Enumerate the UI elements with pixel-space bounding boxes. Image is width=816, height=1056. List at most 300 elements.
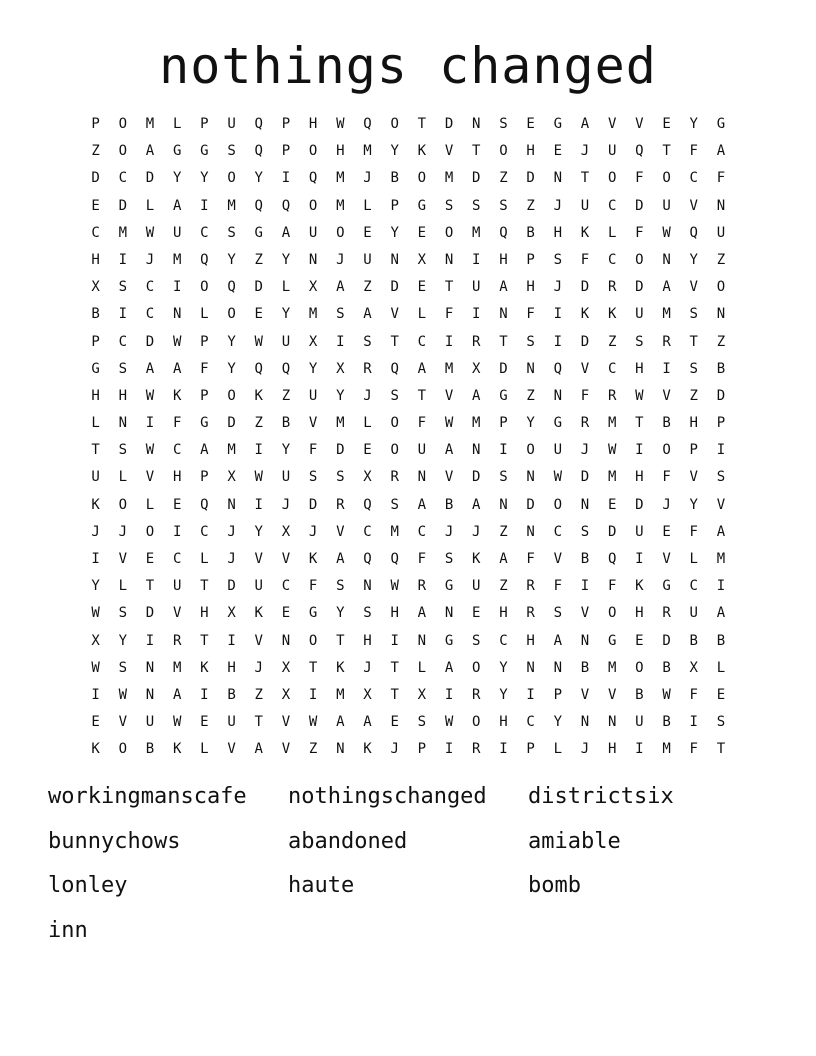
grid-letter: A (363, 306, 372, 323)
grid-letter: L (417, 659, 427, 676)
grid-letter: O (390, 116, 399, 132)
grid-letter: V (227, 741, 236, 758)
grid-letter: H (526, 279, 535, 296)
grid-letter: I (91, 686, 100, 703)
grid-letter: H (390, 605, 399, 622)
grid-letter: B (91, 306, 100, 323)
grid-letter: N (526, 360, 535, 377)
grid-letter: C (417, 523, 427, 540)
grid-letter: I (390, 632, 399, 649)
word-list-item: districtsix (528, 784, 674, 809)
grid-letter: C (499, 632, 508, 649)
grid-letter: A (200, 442, 209, 459)
grid-letter: W (553, 469, 562, 486)
grid-letter: M (145, 116, 155, 132)
word-list-item: bomb (528, 873, 581, 898)
grid-letter: A (254, 741, 263, 758)
grid-letter: A (580, 116, 590, 132)
grid-letter: K (472, 551, 481, 567)
grid-letter: L (716, 659, 726, 676)
grid-letter: V (172, 605, 182, 622)
grid-letter: M (172, 659, 182, 676)
grid-letter: F (526, 551, 535, 567)
grid-letter: H (526, 143, 535, 160)
grid-letter: D (580, 279, 590, 296)
grid-letter: K (254, 605, 263, 622)
grid-letter: S (499, 197, 508, 214)
grid-letter: O (444, 224, 454, 241)
grid-letter: V (308, 415, 318, 432)
grid-letter: E (91, 714, 100, 731)
grid-letter: C (689, 578, 698, 595)
word-list (48, 775, 768, 953)
page-title: nothings changed (159, 37, 657, 95)
grid-letter: N (118, 415, 127, 432)
grid-letter: O (635, 251, 644, 268)
grid-letter: C (281, 578, 291, 595)
grid-letter: Y (689, 116, 698, 132)
grid-letter: U (689, 605, 698, 622)
grid-letter: V (580, 360, 590, 377)
grid-letter: X (336, 360, 345, 377)
grid-letter: U (145, 714, 155, 731)
grid-letter: Q (390, 551, 399, 567)
grid-letter: V (145, 469, 155, 486)
grid-letter: O (118, 741, 127, 758)
grid-letter: E (200, 714, 209, 731)
grid-letter: T (390, 686, 399, 703)
grid-letter: P (689, 442, 698, 459)
grid-letter: V (580, 686, 590, 703)
grid-letter: K (336, 659, 345, 676)
grid-letter: I (336, 333, 345, 350)
grid-letter: N (390, 251, 399, 268)
grid-letter: M (444, 360, 454, 377)
grid-letter: R (417, 578, 427, 595)
grid-letter: Y (689, 496, 698, 513)
grid-letter: T (390, 659, 399, 676)
grid-letter: A (336, 714, 345, 731)
grid-letter: S (580, 523, 590, 540)
grid-letter: T (662, 143, 671, 160)
grid-letter: F (580, 387, 590, 404)
grid-letter: G (308, 605, 318, 622)
grid-letter: J (118, 523, 127, 540)
grid-letter: J (580, 442, 590, 459)
grid-letter: O (118, 143, 127, 160)
grid-letter: Q (254, 116, 263, 132)
grid-letter: P (200, 333, 209, 350)
grid-letter: L (172, 116, 182, 132)
grid-letter: S (689, 306, 698, 323)
grid-letter: K (635, 578, 644, 595)
grid-letter: A (716, 605, 726, 622)
grid-letter: S (118, 659, 127, 676)
grid-letter: A (553, 632, 562, 649)
grid-letter: A (472, 387, 481, 404)
grid-letter: O (308, 143, 318, 160)
grid-letter: M (172, 251, 182, 268)
grid-letter: S (553, 605, 562, 622)
grid-letter: N (662, 251, 671, 268)
grid-letter: S (227, 143, 236, 160)
grid-letter: I (444, 686, 454, 703)
grid-letter: P (200, 116, 209, 132)
grid-letter: H (635, 360, 644, 377)
grid-letter: V (444, 387, 454, 404)
grid-letter: J (145, 251, 155, 268)
grid-letter: B (390, 170, 399, 187)
grid-letter: I (472, 251, 481, 268)
grid-letter: V (281, 551, 291, 567)
grid-letter: P (553, 686, 562, 703)
grid-letter: I (499, 442, 508, 459)
grid-letter: D (227, 415, 236, 432)
grid-letter: D (308, 496, 318, 513)
grid-letter: A (172, 197, 182, 214)
grid-letter: T (336, 632, 345, 649)
grid-letter: Z (254, 686, 263, 703)
grid-letter: M (118, 224, 127, 241)
grid-letter: I (172, 523, 182, 540)
grid-letter: I (444, 333, 454, 350)
grid-letter: Y (227, 360, 236, 377)
grid-letter: T (308, 659, 318, 676)
grid-letter: V (689, 197, 698, 214)
grid-letter: J (336, 251, 345, 268)
grid-letter: R (662, 333, 671, 350)
grid-letter: E (635, 632, 644, 649)
grid-letter: V (689, 469, 698, 486)
grid-letter: X (472, 360, 481, 377)
grid-letter: J (91, 523, 100, 540)
grid-letter: U (281, 333, 291, 350)
grid-letter: M (662, 306, 671, 323)
grid-letter: M (607, 469, 617, 486)
grid-letter: U (635, 714, 644, 731)
grid-letter: N (444, 251, 454, 268)
grid-letter: N (553, 387, 562, 404)
grid-letter: P (281, 143, 291, 160)
grid-letter: N (499, 496, 508, 513)
grid-letter: B (227, 686, 236, 703)
grid-letter: F (308, 442, 318, 459)
grid-letter: U (607, 143, 617, 160)
grid-letter: T (417, 116, 427, 132)
grid-letter: M (472, 224, 481, 241)
grid-letter: Y (499, 659, 508, 676)
grid-letter: Q (281, 197, 291, 214)
grid-letter: S (635, 333, 644, 350)
grid-letter: Q (200, 251, 209, 268)
grid-letter: O (227, 306, 236, 323)
grid-letter: I (91, 551, 100, 567)
grid-letter: F (635, 224, 644, 241)
grid-letter: L (363, 415, 372, 432)
grid-letter: D (472, 469, 481, 486)
grid-letter: I (553, 306, 562, 323)
grid-letter: E (417, 279, 427, 296)
grid-letter: F (553, 578, 562, 595)
grid-letter: G (172, 143, 182, 160)
grid-letter: X (363, 469, 372, 486)
grid-letter: W (308, 714, 318, 731)
grid-letter: U (363, 251, 372, 268)
grid-letter: P (91, 333, 100, 350)
grid-letter: S (472, 197, 481, 214)
grid-letter: U (308, 224, 318, 241)
grid-letter: A (499, 279, 508, 296)
grid-letter: C (118, 333, 127, 350)
grid-letter: B (716, 360, 726, 377)
grid-letter: N (417, 469, 427, 486)
grid-letter: T (200, 632, 209, 649)
grid-letter: A (145, 360, 155, 377)
grid-letter: X (417, 686, 427, 703)
grid-letter: H (526, 632, 535, 649)
grid-letter: J (580, 741, 590, 758)
grid-letter: V (553, 551, 562, 567)
grid-letter: W (145, 387, 155, 404)
grid-letter: I (172, 279, 182, 296)
grid-letter: D (145, 333, 155, 350)
grid-letter: D (607, 523, 617, 540)
grid-letter: N (444, 605, 454, 622)
grid-letter: N (145, 659, 155, 676)
grid-letter: U (417, 442, 427, 459)
grid-letter: T (499, 333, 508, 350)
grid-letter: R (607, 387, 617, 404)
grid-letter: W (336, 116, 345, 132)
grid-letter: O (336, 224, 345, 241)
grid-letter: B (580, 551, 590, 567)
grid-letter: Z (254, 415, 263, 432)
grid-letter: O (716, 279, 726, 296)
word-list-item: workingmanscafe (48, 784, 247, 809)
grid-letter: Y (254, 170, 263, 187)
grid-letter: O (417, 170, 427, 187)
grid-letter: C (145, 306, 155, 323)
grid-letter: X (281, 523, 291, 540)
grid-letter: M (227, 197, 236, 214)
grid-letter: F (308, 578, 318, 595)
grid-letter: J (472, 523, 481, 540)
grid-letter: R (472, 333, 481, 350)
grid-letter: O (390, 442, 399, 459)
grid-letter: F (716, 170, 726, 187)
grid-letter: T (91, 442, 100, 459)
grid-letter: V (444, 469, 454, 486)
grid-letter: Q (689, 224, 698, 241)
grid-letter: D (635, 496, 644, 513)
grid-letter: X (363, 686, 372, 703)
grid-letter: D (635, 197, 644, 214)
grid-letter: K (172, 387, 182, 404)
grid-letter: A (716, 143, 726, 160)
grid-letter: W (444, 714, 454, 731)
grid-letter: S (336, 306, 345, 323)
grid-letter: D (145, 170, 155, 187)
grid-letter: K (363, 741, 372, 758)
grid-letter: Z (499, 170, 508, 187)
grid-letter: S (444, 197, 454, 214)
grid-letter: M (336, 415, 345, 432)
grid-letter: O (526, 442, 535, 459)
grid-letter: X (308, 279, 318, 296)
grid-letter: L (363, 197, 372, 214)
grid-letter: A (417, 360, 427, 377)
grid-letter: P (390, 197, 399, 214)
grid-letter: G (716, 116, 726, 132)
grid-letter: D (662, 632, 671, 649)
grid-letter: I (118, 306, 127, 323)
grid-letter: H (118, 387, 127, 404)
grid-letter: N (336, 741, 345, 758)
grid-letter: H (607, 741, 617, 758)
grid-letter: S (499, 469, 508, 486)
grid-letter: M (607, 659, 617, 676)
grid-letter: J (390, 741, 399, 758)
grid-letter: C (145, 279, 155, 296)
grid-letter: H (336, 143, 345, 160)
grid-letter: Q (227, 279, 236, 296)
grid-letter: I (145, 415, 155, 432)
grid-letter: E (363, 224, 372, 241)
grid-letter: M (336, 686, 345, 703)
grid-letter: G (607, 632, 617, 649)
grid-letter: C (91, 224, 100, 241)
grid-letter: I (716, 442, 726, 459)
grid-letter: O (390, 415, 399, 432)
grid-letter: C (172, 442, 182, 459)
grid-letter: D (526, 496, 535, 513)
grid-letter: N (145, 686, 155, 703)
grid-letter: O (227, 170, 236, 187)
grid-letter: W (254, 469, 263, 486)
grid-letter: L (417, 306, 427, 323)
grid-letter: I (145, 632, 155, 649)
grid-letter: G (200, 415, 209, 432)
grid-letter: M (662, 741, 671, 758)
letter-grid (82, 111, 735, 764)
grid-letter: I (200, 197, 209, 214)
grid-letter: F (635, 170, 644, 187)
grid-letter: K (417, 143, 427, 160)
grid-letter: O (145, 523, 155, 540)
grid-letter: I (553, 333, 562, 350)
grid-letter: H (689, 415, 698, 432)
grid-letter: D (526, 170, 535, 187)
grid-letter: A (281, 224, 291, 241)
grid-letter: N (363, 578, 372, 595)
grid-letter: T (689, 333, 698, 350)
grid-letter: T (472, 143, 481, 160)
grid-letter: B (635, 686, 644, 703)
grid-letter: A (716, 523, 726, 540)
grid-letter: S (118, 605, 127, 622)
grid-letter: S (227, 224, 236, 241)
grid-letter: D (145, 605, 155, 622)
grid-letter: S (308, 469, 318, 486)
grid-letter: B (662, 714, 671, 731)
grid-letter: V (254, 551, 263, 567)
grid-letter: K (308, 551, 318, 567)
grid-letter: Y (526, 415, 535, 432)
grid-letter: X (308, 333, 318, 350)
grid-letter: L (689, 551, 698, 567)
grid-letter: G (91, 360, 100, 377)
grid-letter: W (145, 224, 155, 241)
grid-letter: H (553, 224, 562, 241)
grid-letter: X (689, 659, 698, 676)
grid-letter: M (444, 170, 454, 187)
grid-letter: Q (254, 197, 263, 214)
grid-letter: W (118, 686, 127, 703)
grid-letter: E (254, 306, 263, 323)
grid-letter: J (444, 523, 454, 540)
grid-letter: C (363, 523, 372, 540)
grid-letter: Y (281, 306, 291, 323)
grid-letter: F (662, 469, 671, 486)
grid-letter: O (607, 170, 617, 187)
grid-letter: S (118, 442, 127, 459)
grid-letter: E (145, 551, 155, 567)
grid-letter: E (553, 143, 562, 160)
grid-letter: B (689, 632, 698, 649)
grid-letter: L (200, 306, 209, 323)
grid-letter: V (281, 741, 291, 758)
grid-letter: V (662, 551, 671, 567)
grid-letter: S (417, 714, 427, 731)
grid-letter: N (580, 632, 590, 649)
grid-letter: S (390, 496, 399, 513)
grid-letter: V (118, 551, 127, 567)
grid-letter: N (526, 523, 535, 540)
grid-letter: I (281, 170, 291, 187)
grid-letter: Q (308, 170, 318, 187)
grid-letter: E (91, 197, 100, 214)
grid-letter: R (363, 360, 372, 377)
grid-letter: L (281, 279, 291, 296)
grid-letter: O (472, 659, 481, 676)
grid-letter: I (200, 686, 209, 703)
grid-letter: W (172, 333, 182, 350)
grid-letter: E (662, 116, 671, 132)
grid-letter: Y (390, 224, 399, 241)
grid-letter: C (200, 523, 209, 540)
grid-letter: U (662, 197, 671, 214)
grid-letter: T (254, 714, 263, 731)
grid-letter: Y (336, 387, 345, 404)
grid-letter: Y (553, 714, 562, 731)
grid-letter: N (553, 170, 562, 187)
grid-letter: Y (499, 686, 508, 703)
grid-letter: K (91, 741, 100, 758)
grid-letter: P (716, 415, 726, 432)
grid-letter: I (118, 251, 127, 268)
grid-letter: W (145, 442, 155, 459)
grid-letter: Y (281, 251, 291, 268)
grid-letter: E (662, 523, 671, 540)
grid-letter: J (227, 523, 236, 540)
grid-letter: B (526, 224, 535, 241)
grid-letter: N (499, 306, 508, 323)
grid-letter: E (607, 496, 617, 513)
grid-letter: S (118, 360, 127, 377)
grid-letter: S (689, 360, 698, 377)
grid-letter: Y (390, 143, 399, 160)
grid-letter: V (607, 116, 617, 132)
